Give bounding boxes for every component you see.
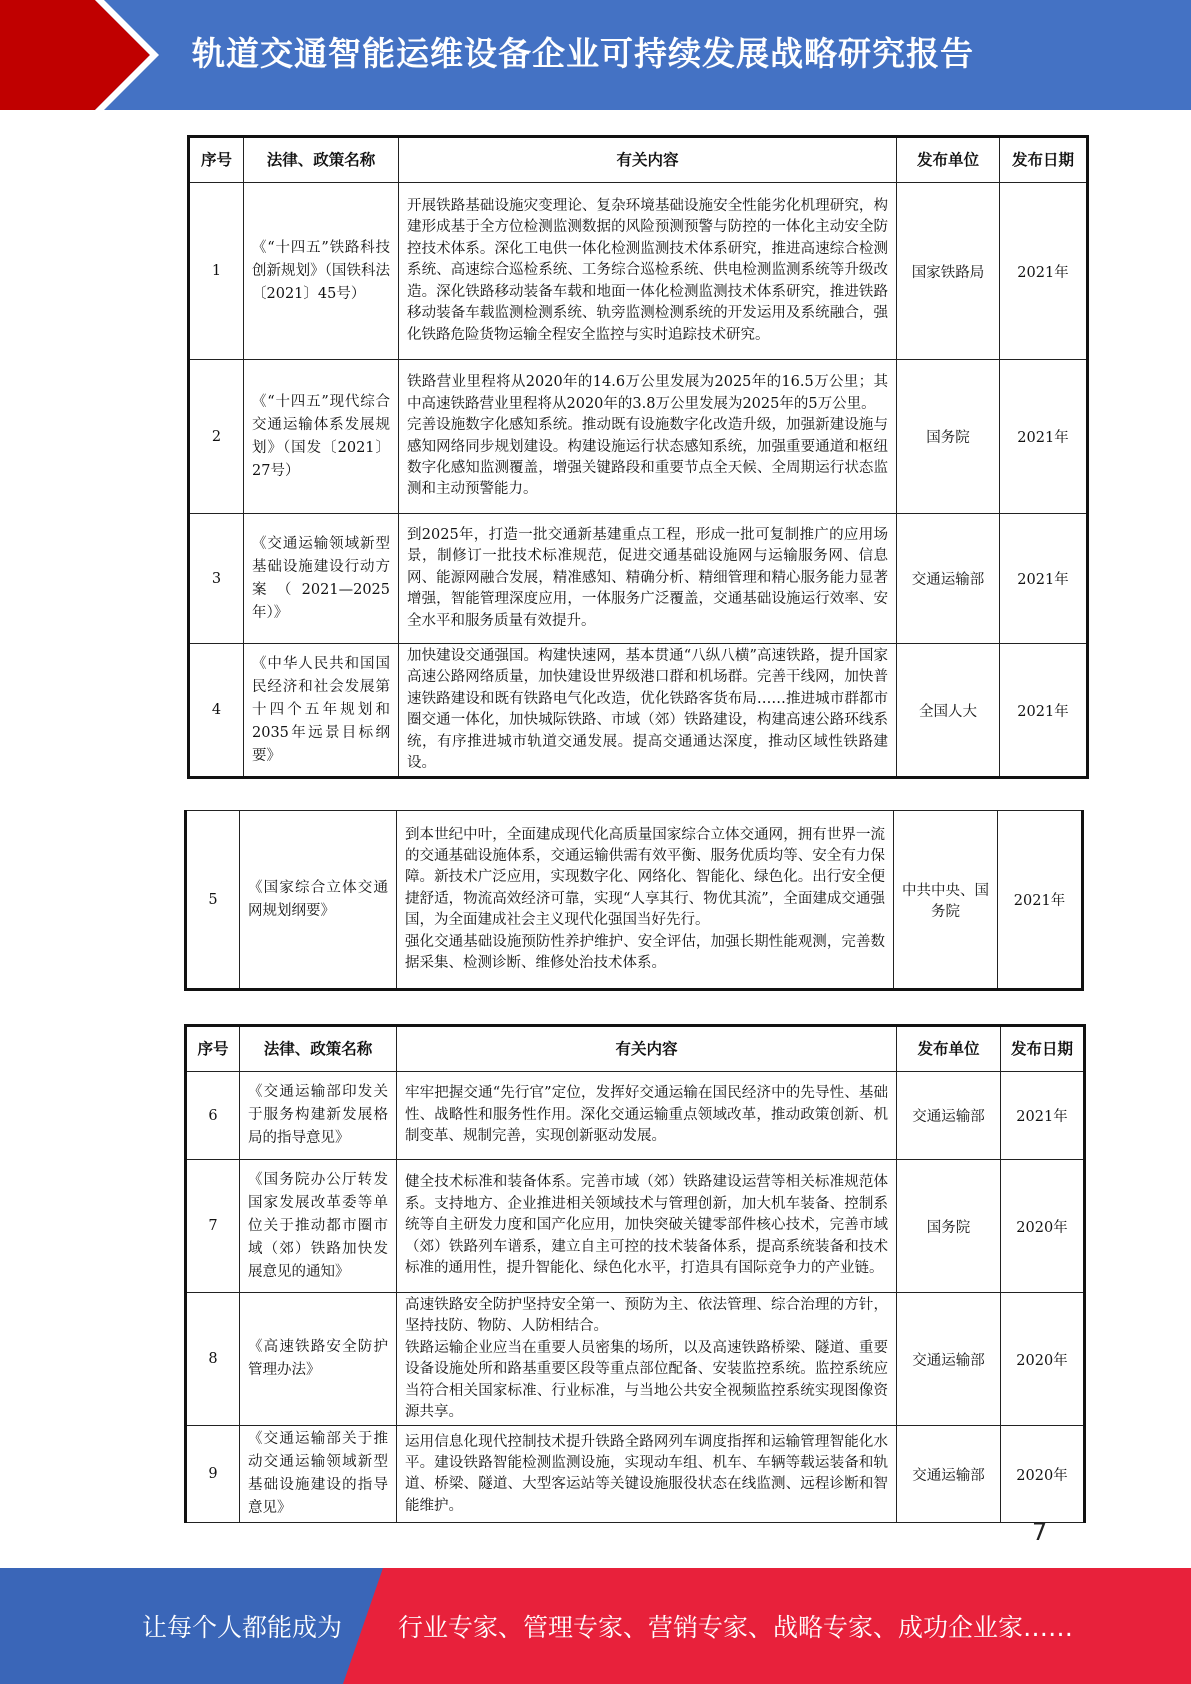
issuing-unit: 交通运输部: [897, 1426, 1001, 1523]
table-header-row: [189, 137, 1088, 183]
issue-date: 2021年: [1000, 644, 1088, 778]
issuing-unit: 交通运输部: [897, 514, 1000, 644]
footer-slogan-right: 行业专家、管理专家、营销专家、战略专家、成功企业家……: [398, 1613, 1074, 1642]
content-paragraph: 铁路运输企业应当在重要人员密集的场所，以及高速铁路桥梁、隧道、重要设备设施处所和路基重要区段等重点部位配备、安装监控系统。监控系统应当符合相关国家标准、行业标准，与当地公共安全视频监控系统实现图像资源共享。: [405, 1339, 888, 1421]
header-date: 发布日期: [1001, 1026, 1085, 1072]
policy-content: 健全技术标准和装备体系。完善市域（郊）铁路建设运营等相关标准规范体系。支持地方、企业推进相关领域技术与管理创新，加大机车装备、控制系统等自主研发力度和国产化应用，加快突破关键零部件核心技术，完善市域（郊）铁路列车谱系，建立自主可控的技术装备体系，提高系统装备和技术标准的通用性，提升智能化、绿色化水平，打造具有国际竞争力的产业链。: [397, 1160, 897, 1293]
issuing-unit: 国务院: [897, 360, 1000, 514]
table-row: [186, 1160, 1085, 1293]
issue-date: 2021年: [1000, 183, 1088, 360]
issue-date: 2021年: [1000, 514, 1088, 644]
table-row: [186, 1293, 1085, 1426]
issue-date: 2020年: [1001, 1160, 1085, 1293]
issuing-unit: 中共中央、国务院: [894, 811, 998, 990]
table-row: [186, 1426, 1085, 1523]
row-number: 2: [189, 360, 244, 514]
table-row: [189, 360, 1088, 514]
issue-date: 2020年: [1001, 1293, 1085, 1426]
row-number: 3: [189, 514, 244, 644]
page-number: 7: [1032, 1518, 1048, 1546]
policy-content: 到2025年，打造一批交通新基建重点工程，形成一批可复制推广的应用场景，制修订一批技术标准规范，促进交通基础设施网与运输服务网、信息网、能源网融合发展，精准感知、精确分析、精细管理和精心服务能力显著增强，智能管理深度应用，一体服务广泛覆盖，交通基础设施运行效率、安全水平和服务质量有效提升。: [399, 514, 897, 644]
policy-table-1: [187, 135, 1089, 779]
issuing-unit: 交通运输部: [897, 1072, 1001, 1160]
policy-name: 《交通运输部关于推动交通运输领域新型基础设施建设的指导意见》: [240, 1426, 397, 1523]
footer-slogan-left: 让每个人都能成为: [142, 1613, 343, 1642]
header-date: 发布日期: [1000, 137, 1088, 183]
policy-name: 《交通运输部印发关于服务构建新发展格局的指导意见》: [240, 1072, 397, 1160]
policy-name: 《高速铁路安全防护管理办法》: [240, 1293, 397, 1426]
row-number: 4: [189, 644, 244, 778]
table-row: [189, 183, 1088, 360]
header-content: 有关内容: [399, 137, 897, 183]
issuing-unit: 国家铁路局: [897, 183, 1000, 360]
header-unit: 发布单位: [897, 1026, 1001, 1072]
header-unit: 发布单位: [897, 137, 1000, 183]
issuing-unit: 全国人大: [897, 644, 1000, 778]
policy-content: [397, 1293, 897, 1426]
policy-content: [399, 360, 897, 514]
row-number: 6: [186, 1072, 240, 1160]
table-row: [186, 1072, 1085, 1160]
policy-table-2: [184, 810, 1084, 991]
policy-table-3: [184, 1024, 1086, 1523]
issuing-unit: 国务院: [897, 1160, 1001, 1293]
header-banner: [0, 0, 1191, 110]
policy-name: 《国务院办公厅转发国家发展改革委等单位关于推动都市圈市域（郊）铁路加快发展意见的通知》: [240, 1160, 397, 1293]
policy-name: 《“十四五”铁路科技创新规划》（国铁科法〔2021〕45号）: [244, 183, 399, 360]
policy-content: 加快建设交通强国。构建快速网，基本贯通“八纵八横”高速铁路，提升国家高速公路网络质量，加快建设世界级港口群和机场群。完善干线网，加快普速铁路建设和既有铁路电气化改造，优化铁路客货布局……推进城市群都市圈交通一体化，加快城际铁路、市域（郊）铁路建设，构建高速公路环线系统，有序推进城市轨道交通发展。提高交通通达深度，推动区域性铁路建设。: [399, 644, 897, 778]
header-no: 序号: [186, 1026, 240, 1072]
policy-name: 《“十四五”现代综合交通运输体系发展规划》（国发〔2021〕27号）: [244, 360, 399, 514]
content-paragraph: 强化交通基础设施预防性养护维护、安全评估，加强长期性能观测，完善数据采集、检测诊断、维修处治技术体系。: [405, 933, 885, 972]
row-number: 8: [186, 1293, 240, 1426]
policy-content: 开展铁路基础设施灾变理论、复杂环境基础设施安全性能劣化机理研究，构建形成基于全方位检测监测数据的风险预测预警与防控的一体化主动安全防控技术体系。深化工电供一体化检测监测技术体系研究，推进高速综合检测系统、高速综合巡检系统、工务综合巡检系统、供电检测监测系统等升级改造。深化铁路移动装备车载和地面一体化检测监测技术体系研究，推进铁路移动装备车载监测检测系统、轨旁监测检测系统的开发运用及系统融合，强化铁路危险货物运输全程安全监控与实时追踪技术研究。: [399, 183, 897, 360]
row-number: 5: [186, 811, 240, 990]
policy-content: 运用信息化现代控制技术提升铁路全路网列车调度指挥和运输管理智能化水平。建设铁路智能检测监测设施，实现动车组、机车、车辆等载运装备和轨道、桥梁、隧道、大型客运站等关键设施服役状态在线监测、远程诊断和智能维护。: [397, 1426, 897, 1523]
content-paragraph: 高速铁路安全防护坚持安全第一、预防为主、依法管理、综合治理的方针，坚持技防、物防、人防相结合。: [405, 1297, 888, 1335]
policy-name: 《交通运输领域新型基础设施建设行动方案（2021—2025年）》: [244, 514, 399, 644]
table-header-row: [186, 1026, 1085, 1072]
policy-content: 牢牢把握交通“先行官”定位，发挥好交通运输在国民经济中的先导性、基础性、战略性和服务性作用。深化交通运输重点领域改革，推动政策创新、机制变革、规制完善，实现创新驱动发展。: [397, 1072, 897, 1160]
row-number: 9: [186, 1426, 240, 1523]
policy-content: [397, 811, 894, 990]
header-name: 法律、政策名称: [240, 1026, 397, 1072]
row-number: 7: [186, 1160, 240, 1293]
issue-date: 2020年: [1001, 1426, 1085, 1523]
row-number: 1: [189, 183, 244, 360]
content-paragraph: 到本世纪中叶，全面建成现代化高质量国家综合立体交通网，拥有世界一流的交通基础设施体系，交通运输供需有效平衡、服务优质均等、安全有力保障。新技术广泛应用，实现数字化、网络化、智能化、绿色化。出行安全便捷舒适，物流高效经济可靠，实现“人享其行、物优其流”，全面建成交通强国，为全面建成社会主义现代化强国当好先行。: [405, 826, 885, 929]
content-paragraph: 完善设施数字化感知系统。推动既有设施数字化改造升级，加强新建设施与感知网络同步规划建设。构建设施运行状态感知系统，加强重要通道和枢纽数字化感知监测覆盖，增强关键路段和重要节点全天候、全周期运行状态监测和主动预警能力。: [407, 417, 888, 498]
issue-date: 2021年: [1000, 360, 1088, 514]
chevron-arrow-icon: [0, 0, 160, 110]
issue-date: 2021年: [998, 811, 1083, 990]
policy-name: 《中华人民共和国国民经济和社会发展第十四个五年规划和2035年远景目标纲要》: [244, 644, 399, 778]
header-content: 有关内容: [397, 1026, 897, 1072]
content-paragraph: 铁路营业里程将从2020年的14.6万公里发展为2025年的16.5万公里；其中高速铁路营业里程将从2020年的3.8万公里发展为2025年的5万公里。: [407, 374, 888, 412]
issuing-unit: 交通运输部: [897, 1293, 1001, 1426]
table-row: [189, 644, 1088, 778]
policy-name: 《国家综合立体交通网规划纲要》: [240, 811, 397, 990]
issue-date: 2021年: [1001, 1072, 1085, 1160]
table-row: [189, 514, 1088, 644]
table-row: [186, 811, 1083, 990]
footer-banner: [0, 1568, 1191, 1684]
header-name: 法律、政策名称: [244, 137, 399, 183]
report-title: 轨道交通智能运维设备企业可持续发展战略研究报告: [192, 34, 974, 73]
header-no: 序号: [189, 137, 244, 183]
